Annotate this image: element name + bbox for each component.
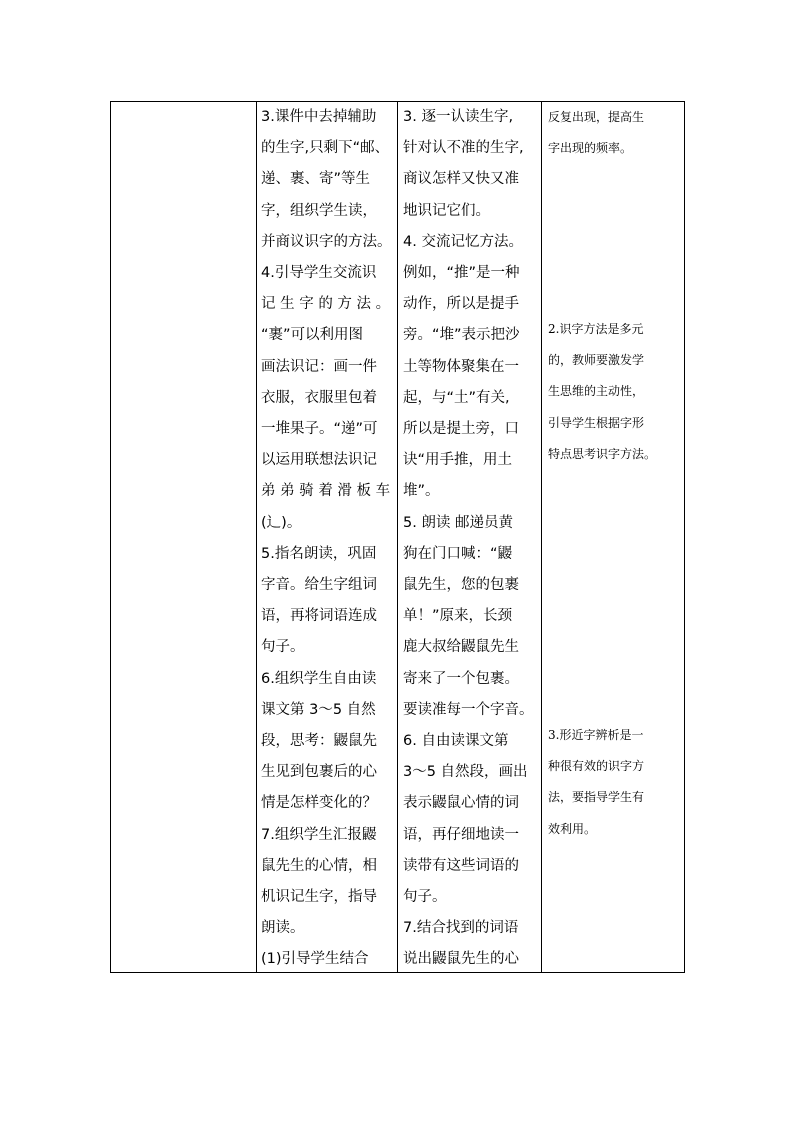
text-line: 字，组织学生读， (261, 202, 377, 219)
text-line: 旁。“堆”表示把沙 (403, 327, 520, 344)
text-line: 种很有效的识字方 (548, 759, 645, 774)
text-line: 读带有这些词语的 (403, 857, 519, 874)
text-line: 朗读。 (261, 920, 305, 937)
student-activities-text (398, 102, 541, 976)
text-line: 句子。 (261, 639, 305, 656)
text-line: 寄来了一个包裹。 (403, 670, 519, 687)
text-line: 一堆果子。“递”可 (261, 421, 378, 438)
text-line: 2.识字方法是多元 (548, 322, 644, 336)
text-line: 的生字,只剩下“邮、 (261, 140, 390, 157)
text-line: 课文第 3～5 自然 (261, 701, 376, 718)
text-line: 例如，“推”是一种 (403, 265, 520, 282)
text-line: 的，教师要激发学 (548, 353, 645, 368)
text-line: 诀“用手推，用土 (403, 452, 513, 469)
text-line: 6.组织学生自由读 (261, 670, 377, 687)
design-intent-note-3 (542, 720, 684, 845)
text-line: 土等物体聚集在一 (403, 358, 519, 375)
text-line: 情是怎样变化的？ (261, 795, 377, 812)
text-line: 狗在门口喊：“鼹 (403, 545, 513, 562)
text-line: 衣服，衣服里包着 (261, 389, 377, 406)
text-line: 鼠先生的心情，相 (261, 857, 377, 874)
text-line: 堆”。 (403, 483, 440, 500)
text-line: 要读准每一个字音。 (403, 701, 534, 718)
text-line: 效利用。 (548, 821, 597, 836)
text-line: 说出鼹鼠先生的心 (403, 951, 519, 968)
text-line: 单！”原来，长颈 (403, 608, 513, 625)
text-line: 4.引导学生交流识 (261, 265, 377, 282)
text-line: 以运用联想法识记 (261, 452, 377, 469)
text-line: 7.结合找到的词语 (403, 920, 519, 937)
text-line: 3.形近字辨析是一 (548, 728, 644, 742)
text-line: 所以是提土旁，口 (403, 421, 519, 438)
lesson-plan-table (110, 101, 685, 973)
text-line: 引导学生根据字形 (548, 415, 645, 430)
text-line: 语，再将词语连成 (261, 608, 377, 625)
text-line: (1)引导学生结合 (261, 951, 369, 968)
text-line: 特点思考识字方法。 (548, 446, 657, 461)
text-line: (辶)。 (261, 514, 302, 531)
text-line: 语，再仔细地读一 (403, 826, 519, 843)
design-intent-note-2 (542, 314, 684, 470)
text-line: 3. 逐一认读生字, (403, 109, 514, 125)
text-line: 字音。给生字组词 (261, 577, 377, 594)
text-line: 反复出现，提高生 (548, 110, 645, 124)
text-line: 段，思考：鼹鼠先 (261, 733, 377, 750)
text-line: 法，要指导学生有 (548, 790, 645, 805)
text-line: 5. 朗读 邮递员黄 (403, 514, 514, 531)
text-line: 画法识记：画一件 (261, 358, 377, 375)
text-line: 递、裹、寄”等生 (261, 171, 371, 188)
text-line: 动作，所以是提手 (403, 296, 519, 313)
text-line: 并商议识字的方法。 (261, 233, 392, 250)
table-column-section (111, 102, 257, 972)
text-line: 生思维的主动性， (548, 384, 645, 399)
text-line: 5.指名朗读，巩固 (261, 545, 377, 562)
text-line: 生见到包裹后的心 (261, 764, 377, 781)
text-line: 地识记它们。 (403, 202, 490, 219)
text-line: 弟 弟 骑 着 滑 板 车 (261, 483, 391, 500)
text-line: 记 生 字 的 方 法 。 (261, 296, 391, 313)
text-line: 针对认不准的生字, (403, 140, 524, 157)
table-column-teacher-activities (257, 102, 398, 972)
text-line: 机识记生字，指导 (261, 889, 377, 906)
text-line: 3～5 自然段，画出 (403, 764, 528, 781)
text-line: 起，与“土”有关, (403, 389, 510, 406)
design-intent-note-1 (542, 102, 684, 164)
text-line: “裹”可以利用图 (261, 327, 364, 344)
table-column-student-activities (398, 102, 542, 972)
text-line: 商议怎样又快又准 (403, 171, 519, 188)
text-line: 句子。 (403, 889, 447, 906)
text-line: 表示鼹鼠心情的词 (403, 795, 519, 812)
text-line: 4. 交流记忆方法。 (403, 233, 523, 250)
text-line: 鼠先生，您的包裹 (403, 577, 519, 594)
text-line: 字出现的频率。 (548, 141, 633, 156)
text-line: 7.组织学生汇报鼹 (261, 826, 377, 843)
teacher-activities-text (257, 102, 397, 976)
text-line: 6. 自由读课文第 (403, 733, 509, 750)
text-line: 3.课件中去掉辅助 (261, 109, 377, 125)
table-column-design-intent (542, 102, 684, 972)
text-line: 鹿大叔给鼹鼠先生 (403, 639, 519, 656)
